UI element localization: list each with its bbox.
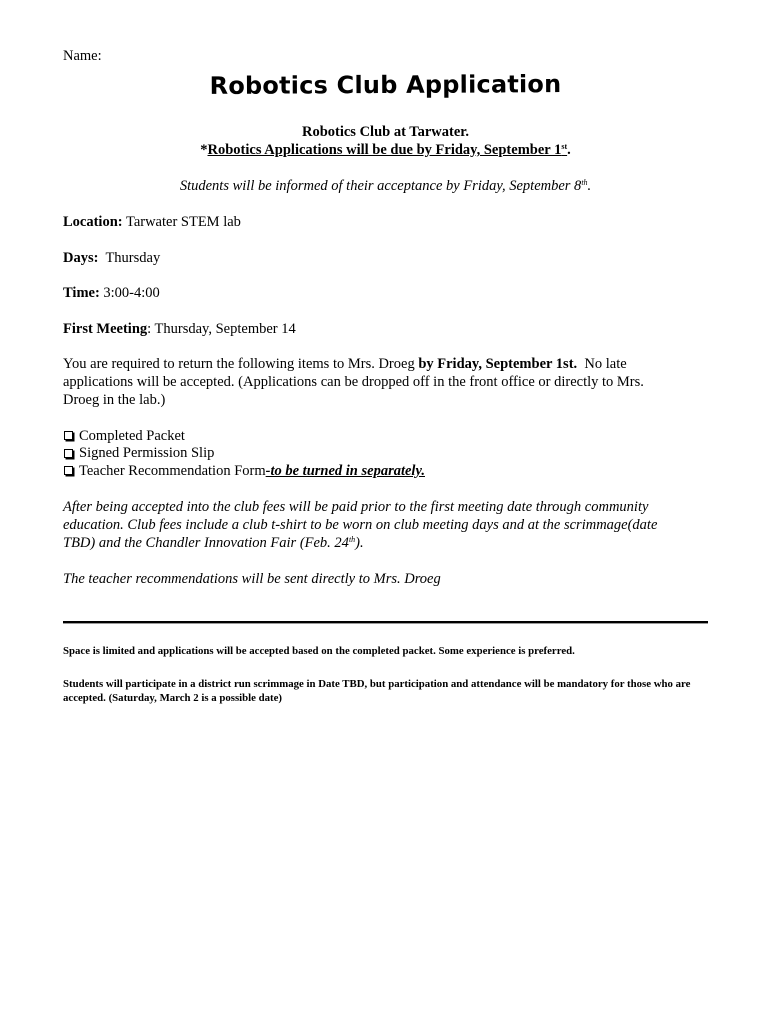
days-value: Thursday [98,250,161,266]
item-label: Completed Packet [79,427,185,444]
item-label: Teacher Recommendation Form [79,462,266,479]
due-prefix: * [200,142,208,158]
checkbox-icon [64,431,73,440]
first-meeting-value: : Thursday, September 14 [147,321,296,337]
first-meeting-label: First Meeting [63,321,148,337]
time-value: 3:00-4:00 [99,285,160,301]
days-label: Days: [63,250,99,266]
recommendations-note: The teacher recommendations will be sent directly to Mrs. Droeg [63,571,441,587]
space-limited-note: Space is limited and applications will be accepted based on the completed packet. Some experience is preferred. [63,645,575,657]
page-title: Robotics Club Application [209,70,562,100]
due-date-text: Robotics Applications will be due by Friday, September 1st [207,142,568,158]
location-value: Tarwater STEM lab [122,214,241,230]
fees-note: After being accepted into the club fees will be paid prior to the first meeting date through community education. Club fees include a club t-shirt to be worn on club meeting days and at the scrimmage(date TBD) and the Chandler Innovation Fair (Feb. 24th). [63,499,658,552]
scrimmage-note: Students will participate in a district run scrimmage in Date TBD, but participation and attendance will be mandatory for those who are accepted. (Saturday, March 2 is a possible date) [63,678,691,705]
item-note: -to be turned in separately. [265,462,425,479]
club-subtitle: Robotics Club at Tarwater. [301,124,470,140]
days-row [63,249,160,267]
required-items-list [63,427,425,480]
list-item [63,462,425,480]
checkbox-icon [64,449,73,458]
location-label: Location: [63,214,123,230]
acceptance-notice: Students will be informed of their acceptance by Friday, September 8th. [179,178,592,194]
requirements-intro: You are required to return the following items to Mrs. Droeg by Friday, September 1st. No late applications will be accepted. (Applications can be dropped off in the front office or directly to Mrs. Droeg in the lab.) [63,356,648,409]
list-item [63,445,425,463]
due-date-line: *Robotics Applications will be due by Friday, September 1st. [200,142,571,158]
divider [63,621,708,623]
name-label: Name: [63,48,102,64]
item-label: Signed Permission Slip [79,445,215,462]
time-label: Time: [63,285,100,301]
checkbox-icon [64,466,73,475]
list-item [63,427,425,445]
first-meeting-row [63,320,296,338]
time-row [63,284,160,302]
location-row [63,213,241,231]
